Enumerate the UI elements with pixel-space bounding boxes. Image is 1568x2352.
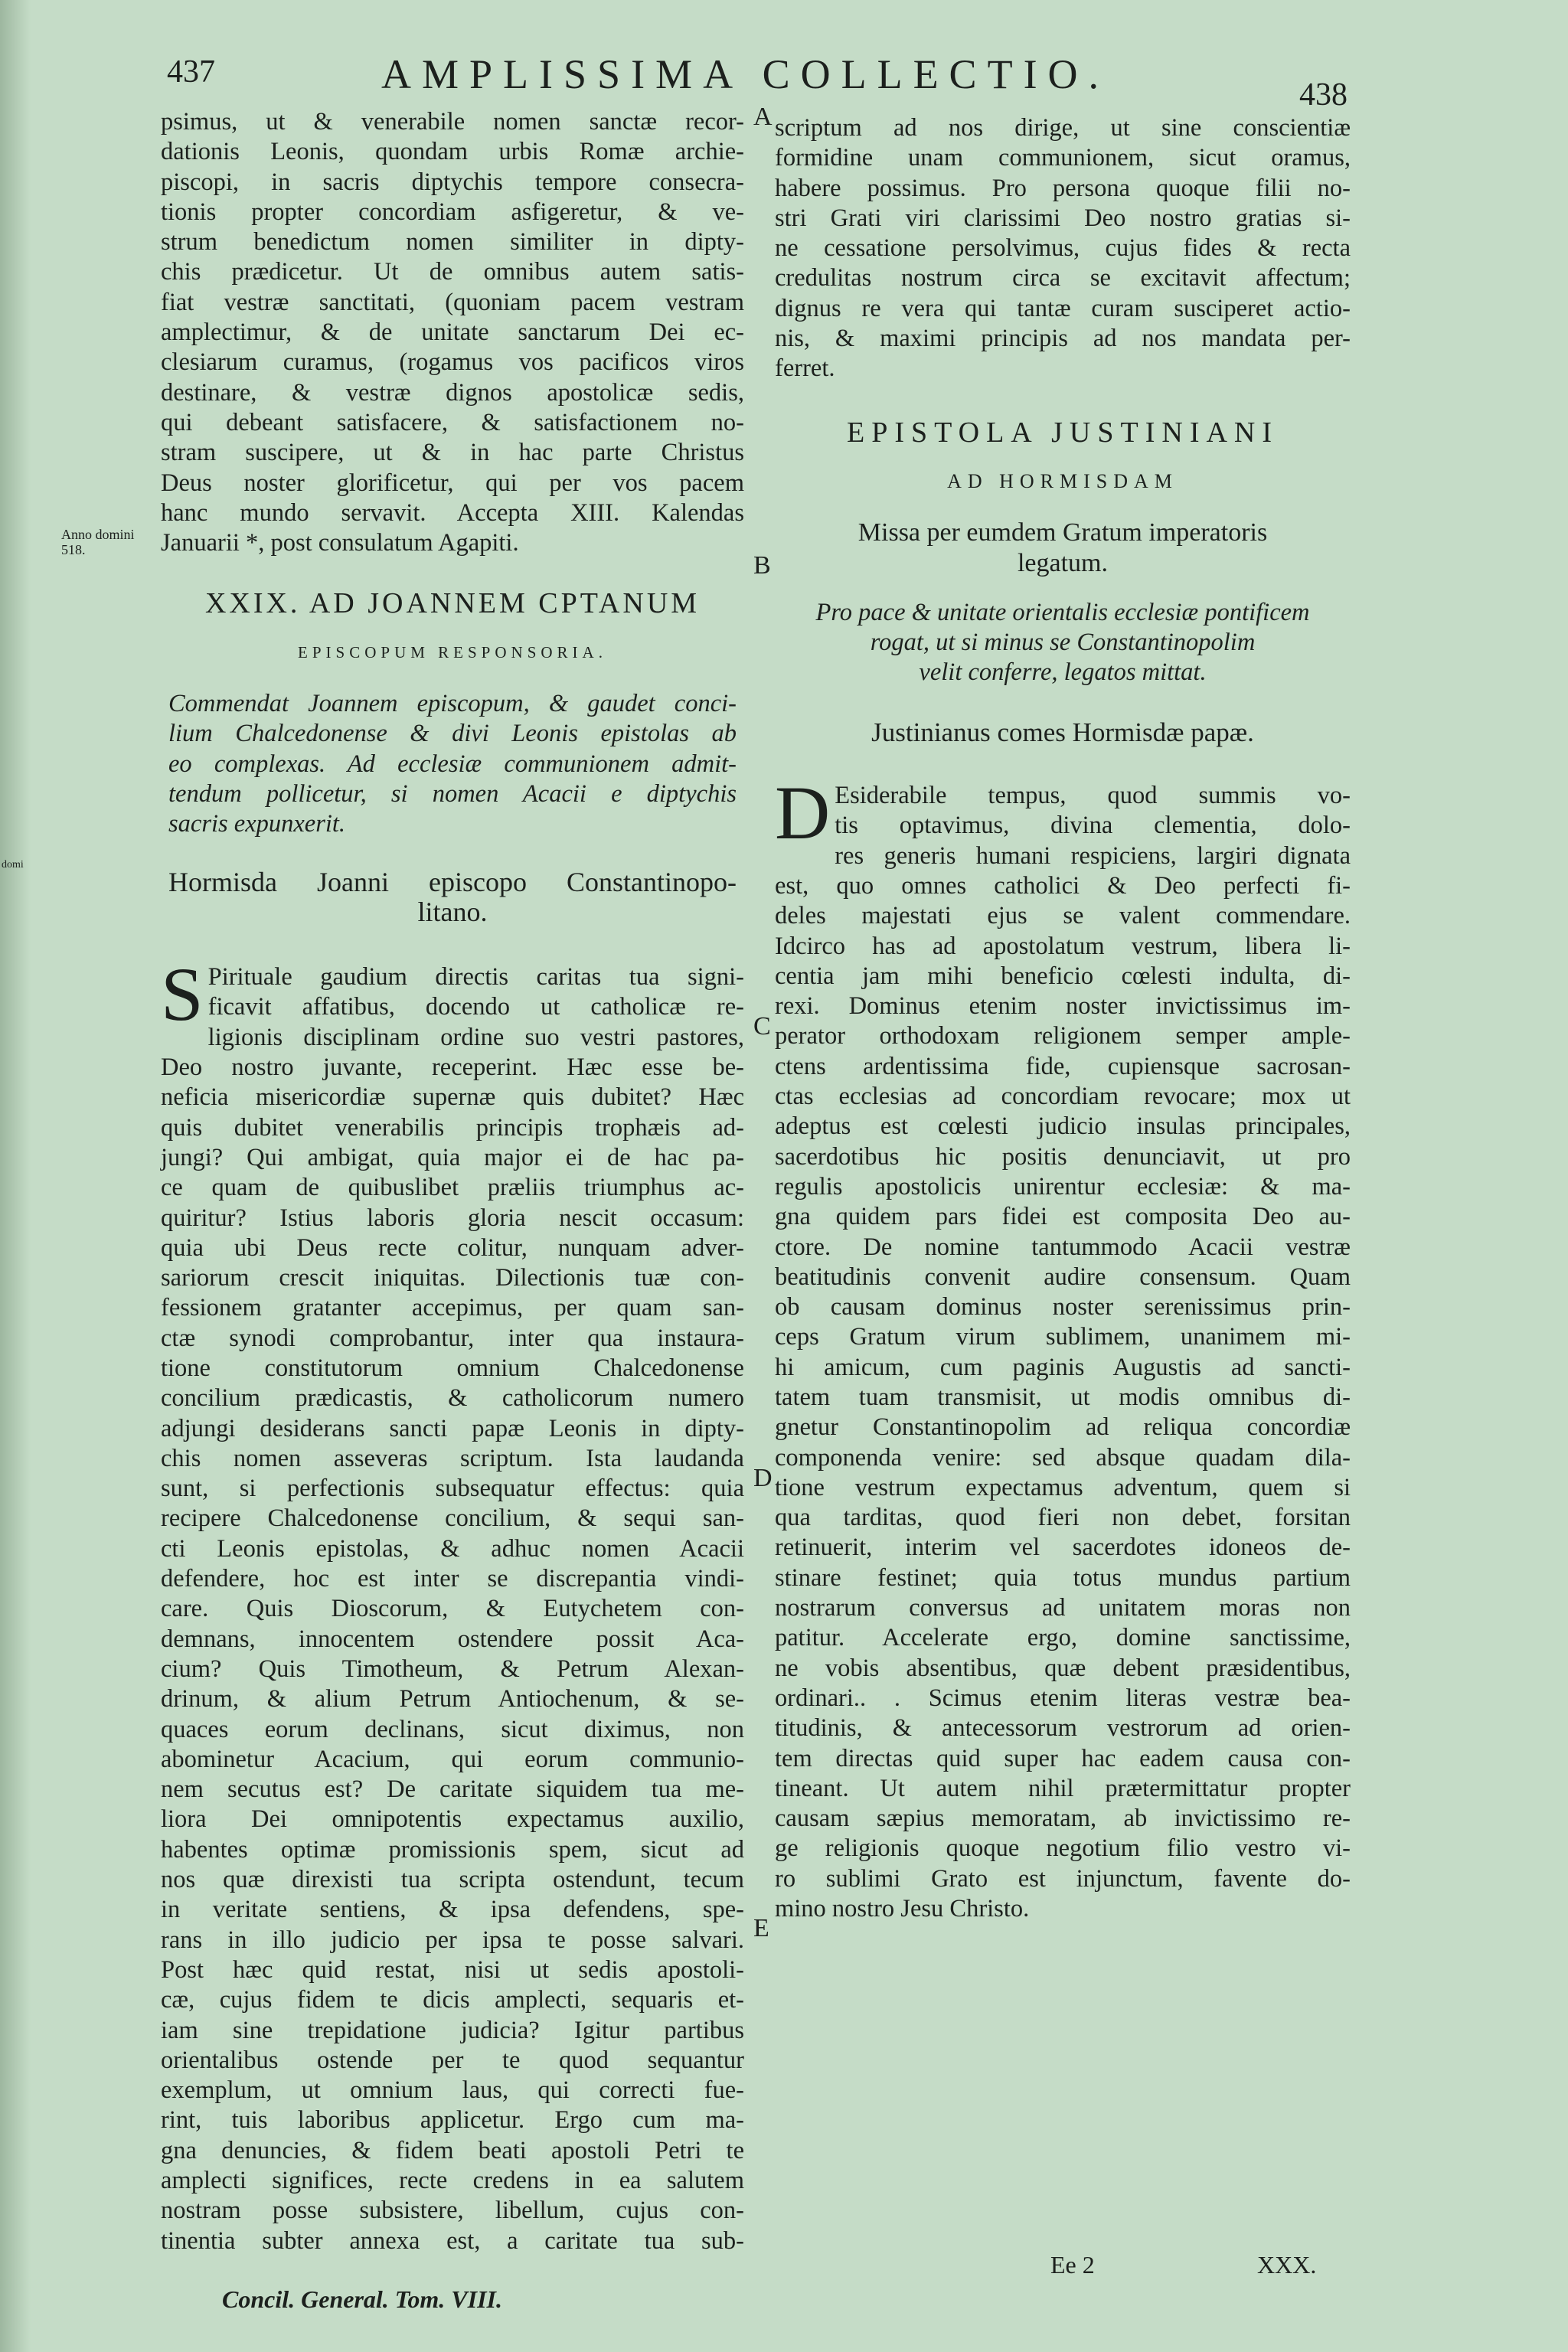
text-line: nis, & maximi principis ad nos mandata per- [775, 325, 1351, 353]
text-line: gnetur Constantinopolim ad reliqua concordiæ [775, 1413, 1351, 1442]
text-line: Januarii *, post consulatum Agapiti. [161, 529, 519, 557]
text-line: deles majestati ejus se valent commendare. [775, 902, 1351, 930]
salutation-line: litano. [417, 896, 488, 927]
salutation-line: Justinianus comes Hormisdæ papæ. [871, 717, 1254, 747]
text-line: Idcirco has ad apostolatum vestrum, libera li- [775, 932, 1351, 960]
text-line: sariorum crescit iniquitas. Dilectionis tuæ con- [161, 1264, 744, 1292]
text-line: orientalibus ostende per te quod sequantur [161, 2046, 744, 2074]
drop-cap: S [161, 952, 204, 1037]
text-line: Deus noster glorificetur, qui per vos pacem [161, 469, 744, 497]
text-line: ctore. De nomine tantummodo Acacii vestræ [775, 1233, 1351, 1261]
text-line: habentes optimæ promissionis spem, sicut ad [161, 1835, 744, 1864]
spacer [775, 384, 1351, 418]
spacer [161, 668, 744, 689]
text-line: nostrarum conversus ad unitatem moras non [775, 1594, 1351, 1622]
text-line: Esiderabile tempus, quod summis vo- [835, 782, 1351, 810]
text-line: ligionis disciplinam ordine suo vestri pastores, [207, 1023, 744, 1051]
margin-letter-c: C [753, 1012, 771, 1040]
text-line: ctæ synodi comprobantur, inter qua instaura- [161, 1324, 744, 1352]
text-line: iam sine trepidatione judicia? Igitur partibus [161, 2016, 744, 2044]
text-line: beatitudinis convenit audire consensum. Quam [775, 1263, 1351, 1291]
text-line: quis dubitet venerabilis principis trophæis ad- [161, 1113, 744, 1142]
catchword: XXX. [1257, 2251, 1317, 2278]
text-line: chis prædicetur. Ut de omnibus autem satis- [161, 258, 744, 286]
text-line: neficia misericordiæ supernæ quis dubitet? Hæc [161, 1083, 744, 1112]
text-line: credulitas nostrum circa se excitavit affectum; [775, 264, 1351, 292]
summary-line: tendum pollicetur, si nomen Acacii e diptychis [168, 779, 737, 808]
text-line: rans in illo judicio per ipsa te posse salvari. [161, 1926, 744, 1954]
text-line: quia ubi Deus recte colitur, nunquam adver- [161, 1233, 744, 1262]
text-line: concilium prædicastis, & catholicorum numero [161, 1384, 744, 1413]
spacer [775, 578, 1351, 598]
text-line: gna quidem pars fidei est composita Deo au- [775, 1203, 1351, 1231]
text-line: ceps Gratum virum sublimem, unanimem mi- [775, 1323, 1351, 1351]
section-title: EPISTOLA JUSTINIANI [846, 416, 1279, 449]
text-line: tem directas quid super hac eadem causa con- [775, 1744, 1351, 1772]
text-line: cti Leonis epistolas, & adhuc nomen Acacii [161, 1534, 744, 1563]
text-line: psimus, ut & venerabile nomen sanctæ recor- [161, 108, 744, 136]
text-line: sacerdotibus hic positis denunciavit, ut pro [775, 1142, 1351, 1171]
text-line: est, quo omnes catholici & Deo perfecti fi- [775, 871, 1351, 900]
text-line: nem secutus est? De caritate siquidem tua me- [161, 1775, 744, 1804]
text-line: chis nomen asseveras scriptum. Ista laudanda [161, 1444, 744, 1472]
text-line: stram suscipere, ut & in hac parte Christus [161, 439, 744, 467]
text-line: exemplum, ut omnium laus, qui correcti fue- [161, 2076, 744, 2105]
margin-letter-d: D [753, 1464, 773, 1492]
salutation-line: Hormisda Joanni episcopo Constantinopo- [168, 866, 737, 897]
text-line: retinuerit, interim vel sacerdotes idoneos de- [775, 1534, 1351, 1562]
text-line: cæ, cujus fidem te dicis amplecti, sequaris et- [161, 1986, 744, 2014]
text-line: centia jam mihi beneficio cœlesti indulta, di- [775, 962, 1351, 990]
text-line: ctens ardentissima fide, cupiensque sacrosan- [775, 1052, 1351, 1080]
text-line: ne cessatione persolvimus, cujus fides & recta [775, 234, 1351, 263]
text-line: adjungi desiderans sancti papæ Leonis in dipty- [161, 1414, 744, 1442]
text-line: piscopi, in sacris diptychis tempore consecra- [161, 168, 744, 196]
text-line: demnans, innocentem ostendere possit Aca- [161, 1625, 744, 1653]
text-line: drinum, & alium Petrum Antiochenum, & se- [161, 1685, 744, 1713]
text-line: abominetur Acacium, qui eorum communio- [161, 1745, 744, 1773]
summary [161, 689, 744, 839]
text-line: tinentia subter annexa est, a caritate tua sub- [161, 2226, 744, 2255]
text-line: ordinari.. . Scimus etenim literas vestræ bea- [775, 1684, 1351, 1712]
text-line: gna denuncies, & fidem beati apostoli Petri te [161, 2136, 744, 2164]
summary-line: lium Chalcedonense & divi Leonis epistolas ab [168, 720, 737, 748]
running-head: AMPLISSIMA COLLECTIO. [381, 51, 1110, 97]
book-spine-shadow [0, 0, 31, 2352]
text-line: sunt, si perfectionis subsequatur effectus: quia [161, 1475, 744, 1503]
margin-note-year: Anno domini 518. [61, 527, 135, 557]
margin-letter-a: A [753, 103, 773, 131]
right-column [775, 113, 1351, 1924]
spacer [161, 619, 744, 638]
spacer [161, 840, 744, 867]
letter-body [161, 1023, 744, 2256]
page-number-right: 438 [1299, 77, 1348, 113]
text-line: strum benedictum nomen similiter in dipty- [161, 228, 744, 256]
text-line: rexi. Dominus etenim noster invictissimus im- [775, 992, 1351, 1021]
text-line: stinare festinet; quia totus mundus partium [775, 1563, 1351, 1592]
text-line: clesiarum curamus, (rogamus vos pacificos viros [161, 348, 744, 377]
signature-mark: Ee 2 [1050, 2251, 1095, 2278]
text-line: recipere Chalcedonense concilium, & sequi san- [161, 1504, 744, 1533]
text-line: amplecti significes, recte credens in ea salutem [161, 2167, 744, 2194]
text-line: Post hæc quid restat, nisi ut sedis apostoli- [161, 1955, 744, 1984]
text-line: ficavit affatibus, docendo ut catholicæ re- [207, 993, 744, 1021]
spacer [775, 496, 1351, 518]
text-line: destinare, & vestræ dignos apostolicæ sedis, [161, 378, 744, 407]
text-line: nostram posse subsistere, libellum, cujus con- [161, 2197, 744, 2225]
section-title: XXIX. AD JOANNEM CPTANUM [204, 587, 701, 620]
spacer [775, 448, 1351, 466]
summary-line: eo complexas. Ad ecclesiæ communionem admit- [168, 750, 737, 778]
text-line: adeptus est cœlesti judicio insulas principales, [775, 1112, 1351, 1141]
margin-letter-b: B [753, 551, 771, 580]
text-line: amplectimur, & de unitate sanctarum Dei ec- [161, 318, 744, 347]
text-line: defendere, hoc est inter se discrepantia vindi- [161, 1565, 744, 1593]
text-line: componenda venire: sed absque quadam dila- [775, 1443, 1351, 1472]
text-line: res generis humani respiciens, largiri dignata [835, 841, 1351, 870]
text-line: patitur. Accelerate ergo, domine sanctissime, [775, 1624, 1351, 1652]
missa-line: legatum. [1017, 548, 1109, 577]
text-line: fessionem gratanter accepimus, per quam san- [161, 1294, 744, 1322]
letter-body [775, 841, 1351, 1925]
spacer [161, 558, 744, 589]
text-line: ctas ecclesias ad concordiam revocare; mox ut [775, 1083, 1351, 1111]
text-line: tione vestrum expectamus adventum, quem si [775, 1473, 1351, 1501]
text-line: care. Quis Dioscorum, & Eutychetem con- [161, 1595, 744, 1623]
text-line: tatem tuam transmisit, ut modis omnibus di- [775, 1383, 1351, 1411]
text-line: fiat vestræ sanctitati, (quoniam pacem vestram [161, 288, 744, 316]
text-line: hanc mundo servavit. Accepta XIII. Kalendas [161, 498, 744, 527]
text-line: Pirituale gaudium directis caritas tua signi- [207, 963, 744, 991]
text-line: ce quam de quibuslibet præliis triumphus ac- [161, 1174, 744, 1202]
text-line: stri Grati viri clarissimi Deo nostro gratias si- [775, 204, 1351, 232]
summary-line: rogat, ut si minus se Constantinopolim [870, 629, 1256, 657]
summary-line: velit conferre, legatos mittat. [919, 658, 1207, 687]
spacer [161, 927, 744, 962]
text-line: formidine unam communionem, sicut oramus, [775, 144, 1351, 172]
margin-letter-e: E [753, 1914, 769, 1942]
missa-line: Missa per eumdem Gratum imperatoris [858, 518, 1268, 547]
left-column [161, 107, 744, 2256]
text-line: in veritate sentiens, & ipsa defendens, spe- [161, 1896, 744, 1924]
text-line: regulis apostolicis unirentur ecclesiæ: & ma- [775, 1172, 1351, 1200]
text-line: titudinis, & antecessorum vestrorum ad orien- [775, 1714, 1351, 1743]
text-line: perator orthodoxam religionem semper ample- [775, 1022, 1351, 1050]
text-line: scriptum ad nos dirige, ut sine conscientiæ [775, 114, 1351, 142]
spacer [775, 747, 1351, 781]
footer-title: Concil. General. Tom. VIII. [222, 2285, 502, 2313]
text-line: causam sæpius memoratam, ab invictissimo re- [775, 1805, 1351, 1833]
text-line: rint, tuis laboribus applicetur. Ergo cum ma- [161, 2106, 744, 2135]
drop-cap: D [775, 770, 831, 856]
text-line: liora Dei omnipotentis expectamus auxilio, [161, 1805, 744, 1834]
summary-line: sacris expunxerit. [168, 810, 346, 838]
text-line: tineant. Ut autem nihil prætermittatur propter [775, 1774, 1351, 1802]
summary [775, 598, 1351, 688]
text-line: tionis propter concordiam asfigeretur, & ve- [161, 198, 744, 226]
spacer [775, 688, 1351, 717]
summary-line: Pro pace & unitate orientalis ecclesiæ pontificem [815, 598, 1310, 626]
text-line: qua tarditas, quod fieri non debet, forsitan [775, 1504, 1351, 1532]
text-line: quiritur? Istius laboris gloria nescit occasum: [161, 1204, 744, 1232]
text-line: quaces eorum declinans, sicut diximus, non [161, 1715, 744, 1743]
section-subtitle: EPISCOPUM RESPONSORIA. [298, 642, 607, 662]
text-line: jungi? Qui ambigat, quia major ei de hac pa- [161, 1143, 744, 1171]
text-line: cium? Quis Timotheum, & Petrum Alexan- [161, 1655, 744, 1683]
text-line: ne vobis absentibus, quæ debent præsidentibus, [775, 1654, 1351, 1682]
text-line: ob causam dominus noster serenissimus prin- [775, 1293, 1351, 1321]
text-line: hi amicum, cum paginis Augustis ad sancti- [775, 1353, 1351, 1381]
text-line: mino nostro Jesu Christo. [775, 1895, 1030, 1923]
text-line: habere possimus. Pro persona quoque filii no- [775, 174, 1351, 202]
text-line: ge religionis quoque negotium filio vestro vi- [775, 1834, 1351, 1863]
text-line: dationis Leonis, quondam urbis Romæ archie- [161, 138, 744, 166]
margin-edge-fragment: domi [2, 859, 24, 871]
summary-line: Commendat Joannem episcopum, & gaudet conci- [168, 690, 737, 718]
text-line: qui debeant satisfacere, & satisfactionem no- [161, 408, 744, 436]
text-line: Deo nostro juvante, receperint. Hæc esse be- [161, 1054, 744, 1082]
text-line: dignus re vera qui tantæ curam susciperet actio- [775, 294, 1351, 322]
text-line: nos quæ direxisti tua scripta ostendunt, tecum [161, 1866, 744, 1894]
text-line: tis optavimus, divina clementia, dolo- [835, 812, 1351, 840]
text-line: tione constitutorum omnium Chalcedonense [161, 1354, 744, 1382]
text-line: ro sublimi Grato est injunctum, favente do- [775, 1864, 1351, 1893]
section-subtitle: AD HORMISDAM [947, 469, 1178, 492]
page-number-left: 437 [167, 54, 215, 90]
text-line: ferret. [775, 354, 835, 383]
